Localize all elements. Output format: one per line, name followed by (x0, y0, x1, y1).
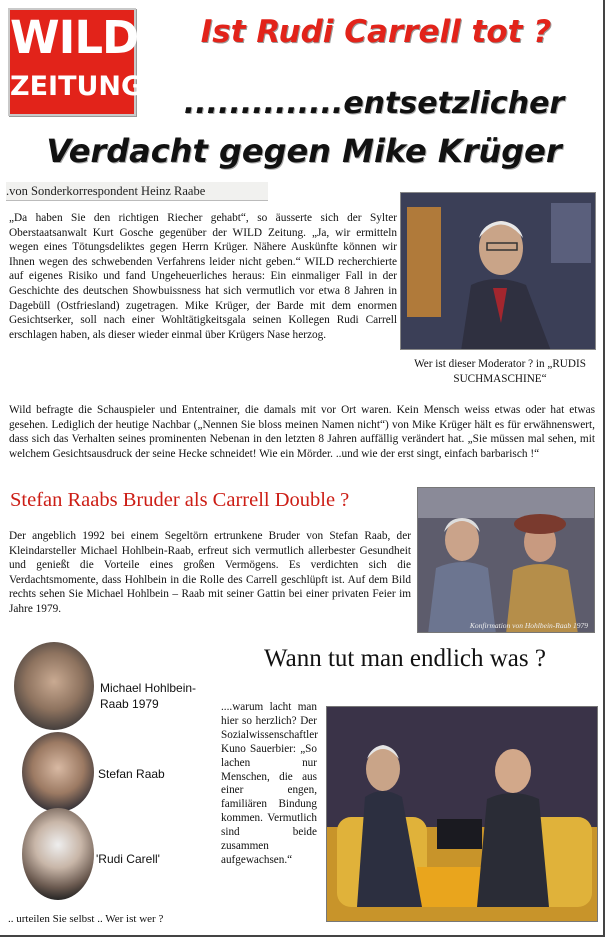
face-label-stefan-raab: Stefan Raab (98, 767, 165, 781)
wild-zeitung-logo (8, 8, 144, 116)
logo-word-zeitung: ZEITUNG (10, 71, 144, 102)
moderator-photo-illustration (401, 193, 596, 350)
laughing-men-photo-illustration (327, 707, 598, 922)
footer-note: .. urteilen Sie selbst .. Wer ist wer ? (8, 913, 164, 925)
subheadline-raab-brother: Stefan Raabs Bruder als Carrell Double ? (10, 489, 350, 511)
article-paragraph-1: „Da haben Sie den richtigen Riecher gehabt“, so äusserte sich der Sylter Oberstaatsanwalt Kurt Gosche gegenüber der WILD Zeitung. „Ja, wir ermitteln wegen eines Tötungsdeliktes gegen Herrn Krüger. Nähere Auskünfte können wir Ihnen wegen des schwebenden Verfahrens leider nicht geben.“ WILD recherchierte auf eigenes Risiko und fand Ungeheuerliches heraus: Ein einmaliger Fall in der Geschichte des deutschen Showbuissness hat sich vermutlich vor etwa 8 Jahren in Dagebüll (Ostfriesland) zugetragen. Mike Krüger, der Barde mit dem enormen Gesichtserker, soll nach einer Wohltätigkeitsgala seinen Kollegen Rudi Carrell erschlagen haben, als dieser wieder einmal über Krügers Nase herzog. (9, 212, 397, 341)
face-photo-rudi-carell (22, 808, 94, 900)
face-label-hohlbein: Michael Hohlbein-Raab 1979 (100, 681, 197, 711)
couple-photo-illustration (418, 488, 595, 633)
headline-line-3: Verdacht gegen Mike Krüger (46, 132, 562, 170)
article-paragraph-3: Der angeblich 1992 bei einem Segeltörn ertrunkene Bruder von Stefan Raab, der Kleindarsteller Michael Hohlbein-Raab, erfreut sich vermutlich allerbester Gesundheit und genießt die Vorteile eines großen Vermögens. Es verdichten sich die Verdachtsmomente, dass Hohlbein in die Rolle des Carrell geschlüpft ist. Auf dem Bild rechts sehen Sie Michael Hohlbein – Raab mit seiner Gattin bei einer privaten Feier im Jahre 1979. (9, 530, 411, 615)
photo-caption-moderator: Wer ist dieser Moderator ? in „RUDIS SUCHMASCHINE“ (414, 358, 586, 385)
logo-word-wild: WILD (10, 11, 139, 64)
subheadline-when: Wann tut man endlich was ? (264, 645, 546, 672)
face-label-rudi-carell: 'Rudi Carell' (96, 852, 160, 866)
byline: .von Sonderkorrespondent Heinz Raabe (6, 182, 268, 201)
article-paragraph-2: Wild befragte die Schauspieler und Ententrainer, die damals mit vor Ort waren. Kein Mensch weiss etwas oder hat etwas gesehen. Lediglich der heutige Nachbar („Nennen Sie bloss meinen Namen nicht“) von Mike Krüger hält es für erwähnenswert, dass sich das Verhalten seines prominenten Nebenan in den letzten 8 Jahren auffällig verändert hat. „Sie müssen mal sehen, mit welchem Gesichtsausdruck der seine Hecke schneidet! Wie ein Mörder. ..und wie der erst singt, einfach barbarisch !“ (9, 404, 595, 460)
laughing-men-photo (326, 706, 598, 922)
face-photo-hohlbein (14, 642, 94, 730)
side-column-text: ....warum lacht man hier so herzlich? Der Sozialwissenschaftler Kuno Sauerbier: „So lachen nur Menschen, die aus einer engen, familiären Bindung kommen. Vermutlich sind beide zusammen aufgewachsen.“ (221, 701, 318, 866)
moderator-photo (400, 192, 596, 350)
main-headline: Ist Rudi Carrell tot ? (200, 14, 552, 50)
couple-photo (417, 487, 595, 633)
photo-credit: Konfirmation von Hohlbein-Raab 1979 (469, 621, 588, 630)
headline-line-2: ..............entsetzlicher (183, 86, 565, 121)
face-photo-stefan-raab (22, 732, 94, 812)
